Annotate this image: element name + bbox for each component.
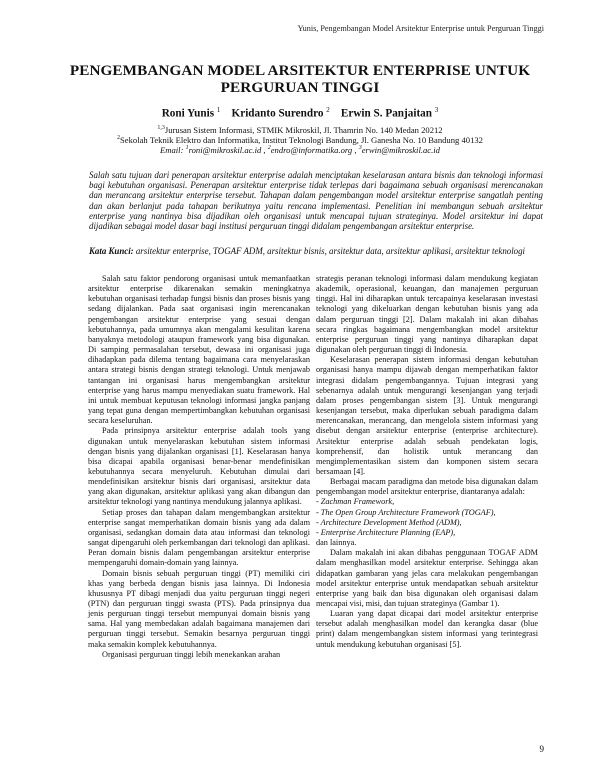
list-item: - The Open Group Architecture Framework (TOGAF),	[316, 507, 496, 517]
author-name: Erwin S. Panjaitan	[340, 107, 432, 120]
list-item: - Enterprise Architecture Planning (EAP),	[316, 527, 456, 537]
right-column	[316, 274, 538, 650]
author-name: Roni Yunis	[161, 107, 215, 120]
paragraph: Dalam makalah ini akan dibahas penggunaan TOGAF ADM dalam menghasilkan model arsitektur enterprise. Sehingga akan didapatkan gambaran yang jelas cara melakukan pengembangan model arsitektur enterprise untuk mendapatkan sebuah arsitektur enterprise yang baik dan bisa digunakan oleh organisasi dalam mencapai visi, misi, dan tujuan strateginya (Gambar 1).	[316, 548, 538, 608]
keywords-label: Kata Kunci:	[89, 246, 134, 256]
author-mark: 1	[216, 106, 221, 114]
email-2[interactable]: endro@informatika.org ,	[270, 144, 357, 155]
keywords	[89, 246, 549, 256]
paragraph: Berbagai macam paradigma dan metode bisa digunakan dalam pengembangan model arsitektur enterprise, diantaranya adalah:	[316, 477, 538, 497]
paper-title	[60, 62, 540, 96]
list-item: - Zachman Framework,	[316, 497, 395, 507]
left-column	[88, 274, 310, 660]
paragraph: Pada prinsipnya arsitektur enterprise adalah tools yang digunakan untuk menyelaraskan kebutuhan sistem informasi dengan bisnis yang dijalankan organisasi [1]. Keselarasan hanya bisa dicapai apabila organisasi benar-benar mendefinisikan kebutuhannya secara menyeluruh. Kebutuhan dimulai dari mendefinisikan arsitektur bisnis dari organisasi, arsitektur data yang akan digunakan, arsitektur aplikasi yang akan dibangun dan arsitektur teknologi yang nantinya mendukung jalannya aplikasi.	[88, 426, 310, 507]
keywords-text: arsitektur enterprise, TOGAF ADM, arsitektur bisnis, arsitektur data, arsitektur aplikasi, arsitektur teknologi	[135, 246, 526, 256]
email-mark: 2	[267, 145, 271, 151]
abstract: Salah satu tujuan dari penerapan arsitektur enterprise adalah menciptakan keselarasan antara bisnis dan teknologi informasi bagi kebutuhan organisasi. Penerapan arsitektur enterprise tidak terlepas dari bagaimana sebuah organisasi merencanakan dan merancang arsitektur enterprise tersebut. Tahapan dalam pengembangan model arsitektur enterprise sangatlah penting dan akan berlanjut pada tahapan berikutnya yaitu rencana implementasi. Penelitian ini membangun sebuah arsitektur enterprise yang nantinya bisa dijadikan oleh organisasi untuk mencapai tujuan strateginya. Model arsitektur ini dapat dijadikan sebagai model dasar bagi institusi perguruan tinggi didalam pengembangan arsitektur enterprise.	[89, 170, 543, 232]
affiliation-mark: 1,3	[157, 125, 165, 131]
email-1[interactable]: roni@mikroskil.ac.id ,	[188, 144, 266, 155]
paragraph: Setiap proses dan tahapan dalam mengembangkan arsitektur enterprise sangat memperhatikan domain bisnis yang ada dalam organisasi, sedangkan domain data atau informasi dan teknologi sangat dipengaruhi oleh perkembangan dari teknologi dan aplikasi. Peran domain bisnis dalam pengembangan arsitektur enterprise mempengaruhi domain-domain yang lainnya.	[88, 507, 310, 568]
email-3[interactable]: erwin@mikroskil.ac.id	[361, 144, 440, 155]
framework-list	[316, 497, 538, 548]
email-line	[60, 143, 540, 155]
affiliation-text: Jurusan Sistem Informasi, STMIK Mikroskil, Jl. Thamrin No. 140 Medan 20212	[164, 124, 443, 135]
author-list	[60, 106, 540, 120]
paragraph: Organisasi perguruan tinggi lebih menekankan arahan	[102, 649, 281, 659]
email-mark: 1	[185, 145, 189, 151]
running-header: Yunis, Pengembangan Model Arsitektur Enterprise untuk Perguruan Tinggi	[297, 24, 544, 33]
list-item: - Architecture Development Method (ADM),	[316, 517, 462, 527]
page-number: 9	[539, 744, 544, 754]
paragraph: Salah satu faktor pendorong organisasi untuk memanfaatkan arsitektur enterprise dikarenakan semakin meningkatnya kebutuhan organisasi terhadap fungsi bisnis dan proses bisnis yang sedang dijalankan. Pada saat organisasi ingin merencanakan pengembangan arsitektur enterprise yang sesuai dengan kebutuhannya, pada umumnya akan mengalami kesulitan karena banyaknya metodologi ataupun framework yang bisa digunakan. Di samping permasalahan tersebut, dewasa ini organisasi juga dihadapkan pada dilema tentang bagaimana cara menyelaraskan antara strategi bisnis dengan strategi teknologi. Untuk menjawab tantangan ini organisasi harus mengembangkan arsitektur enterprise yang harus mampu menyediakan suatu framework. Hal ini untuk membuat keputusan teknologi informasi jangka panjang yang tepat guna dengan mempertimbangkan kebutuhan organisasi secara keseluruhan.	[88, 274, 310, 426]
paragraph: Luaran yang dapat dicapai dari model arsitektur enterprise tersebut adalah menghasilkan model dan kerangka dasar (blue print) dalam mengembangkan sistem informasi yang terintegrasi untuk mendukung kebutuhan organisasi [5].	[316, 609, 538, 649]
title-line-2: PERGURUAN TINGGI	[220, 79, 380, 96]
author-mark: 3	[434, 106, 439, 114]
paragraph: Domain bisnis sebuah perguruan tinggi (PT) memiliki ciri khas yang berbeda dengan bisnis jasa lainnya. Di Indonesia khususnya PT dibagi menjadi dua yaitu perguruan tinggi negeri (PTN) dan perguruan tinggi swasta (PTS). Pada prinsipnya dua jenis perguruan tinggi tersebut mempunyai domain bisnis yang sama. Hal yang membedakan adalah bagaimana manajemen dari perguruan tinggi tersebut. Semakin besarnya perguruan tinggi maka semakin komplek kebutuhannya.	[88, 568, 310, 649]
email-mark: 3	[358, 145, 362, 151]
affiliation-mark: 2	[117, 135, 121, 141]
affiliation-text: Sekolah Teknik Elektro dan Informatika, Institut Teknologi Bandung, Jl. Ganesha No. 10 Bandung 40132	[120, 134, 483, 145]
paragraph: Keselarasan penerapan sistem informasi dengan kebutuhan organisasi hanya mampu dijawab dengan memperhatikan faktor integrasi didalam pengembangannya. Tujuan integrasi yang sebenarnya adalah untuk mengurangi kesenjangan yang terjadi dalam proses pengembangan sistem [3]. Untuk mengurangi kesenjangan tersebut, maka diperlukan sebuah paradigma dalam merencanakan, merancang, dan mengelola sistem informasi yang disebut dengan arsitektur enterprise (enterprise architecture). Arsitektur enterprise adalah sebuah pendekatan logis, komprehensif, dan holistik untuk merancang dan mengimplementasikan sistem dan komponen sistem secara bersamaan [4].	[316, 355, 538, 476]
author-mark: 2	[326, 106, 330, 114]
paragraph: strategis peranan teknologi informasi dalam mendukung kegiatan akademik, operasional, keuangan, dan manajemen perguruan tinggi. Hal ini diharapkan untuk tercapainya keselarasan investasi teknologi yang dikeluarkan dengan kebutuhan bisnis yang ada dalam perguruan tinggi [2]. Dalam makalah ini akan dibahas secara ringkas bagaimana mengembangkan model arsitektur enterprise perguruan tinggi yang nantinya diharapkan dapat digunakan oleh perguruan tinggi di Indonesia.	[316, 274, 538, 355]
email-label: Email:	[160, 144, 184, 155]
title-line-1: PENGEMBANGAN MODEL ARSITEKTUR ENTERPRISE UNTUK	[69, 62, 531, 79]
list-item: dan lainnya.	[316, 538, 357, 548]
author-name: Kridanto Surendro	[231, 107, 324, 120]
